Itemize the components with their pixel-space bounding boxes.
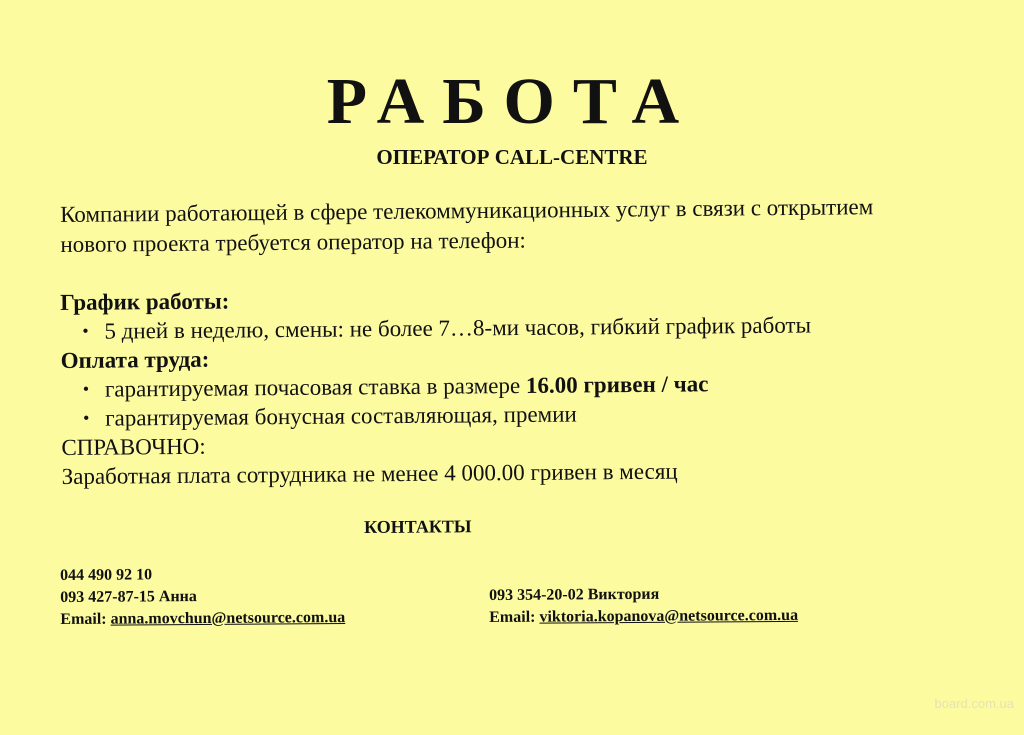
pay-heading: Оплата труда:	[60, 346, 210, 373]
bullet-icon: •	[82, 320, 89, 341]
job-details	[60, 280, 982, 491]
contact-anna	[60, 563, 345, 631]
bullet-icon: •	[82, 378, 90, 399]
schedule-heading: График работы:	[60, 288, 230, 315]
job-subtitle: ОПЕРАТОР CALL-CENTRE	[376, 145, 648, 169]
bullet-icon: •	[83, 407, 90, 428]
pay-item-text: гарантируемая почасовая ставка в размере	[104, 372, 527, 402]
pay-item-text: гарантируемая бонусная составляющая, премии	[105, 401, 577, 431]
contacts-title: КОНТАКТЫ	[364, 516, 472, 537]
reference-text: Заработная плата сотрудника не менее 4 000.00 гривен в месяц	[61, 458, 678, 489]
contact-viktoria	[489, 583, 798, 629]
email-link-viktoria[interactable]: viktoria.kopanova@netsource.com.ua	[539, 606, 799, 626]
phone-number: 044 490 92 10	[60, 566, 153, 584]
page-title: РАБОТА	[326, 65, 698, 138]
intro-paragraph	[60, 191, 961, 260]
schedule-item-text: 5 дней в неделю, смены: не более 7…8-ми часов, гибкий график работы	[104, 312, 812, 344]
email-link-anna[interactable]: anna.movchun@netsource.com.ua	[110, 609, 346, 628]
email-label: Email:	[60, 610, 111, 628]
email-label: Email:	[489, 608, 540, 626]
email-row	[489, 605, 798, 629]
reference-heading: СПРАВОЧНО:	[61, 433, 206, 460]
email-row	[60, 607, 345, 631]
watermark: board.com.ua	[934, 696, 1014, 711]
intro-line: Компании работающей в сфере телекоммуникационных услуг в связи с открытием	[60, 194, 874, 227]
hourly-rate: 16.00 гривен / час	[525, 371, 709, 398]
phone-number: 093 427-87-15 Анна	[60, 588, 197, 606]
pay-list	[61, 367, 981, 433]
phone-number: 093 354-20-02 Виктория	[489, 585, 660, 604]
intro-line: нового проекта требуется оператор на телефон:	[60, 227, 526, 257]
